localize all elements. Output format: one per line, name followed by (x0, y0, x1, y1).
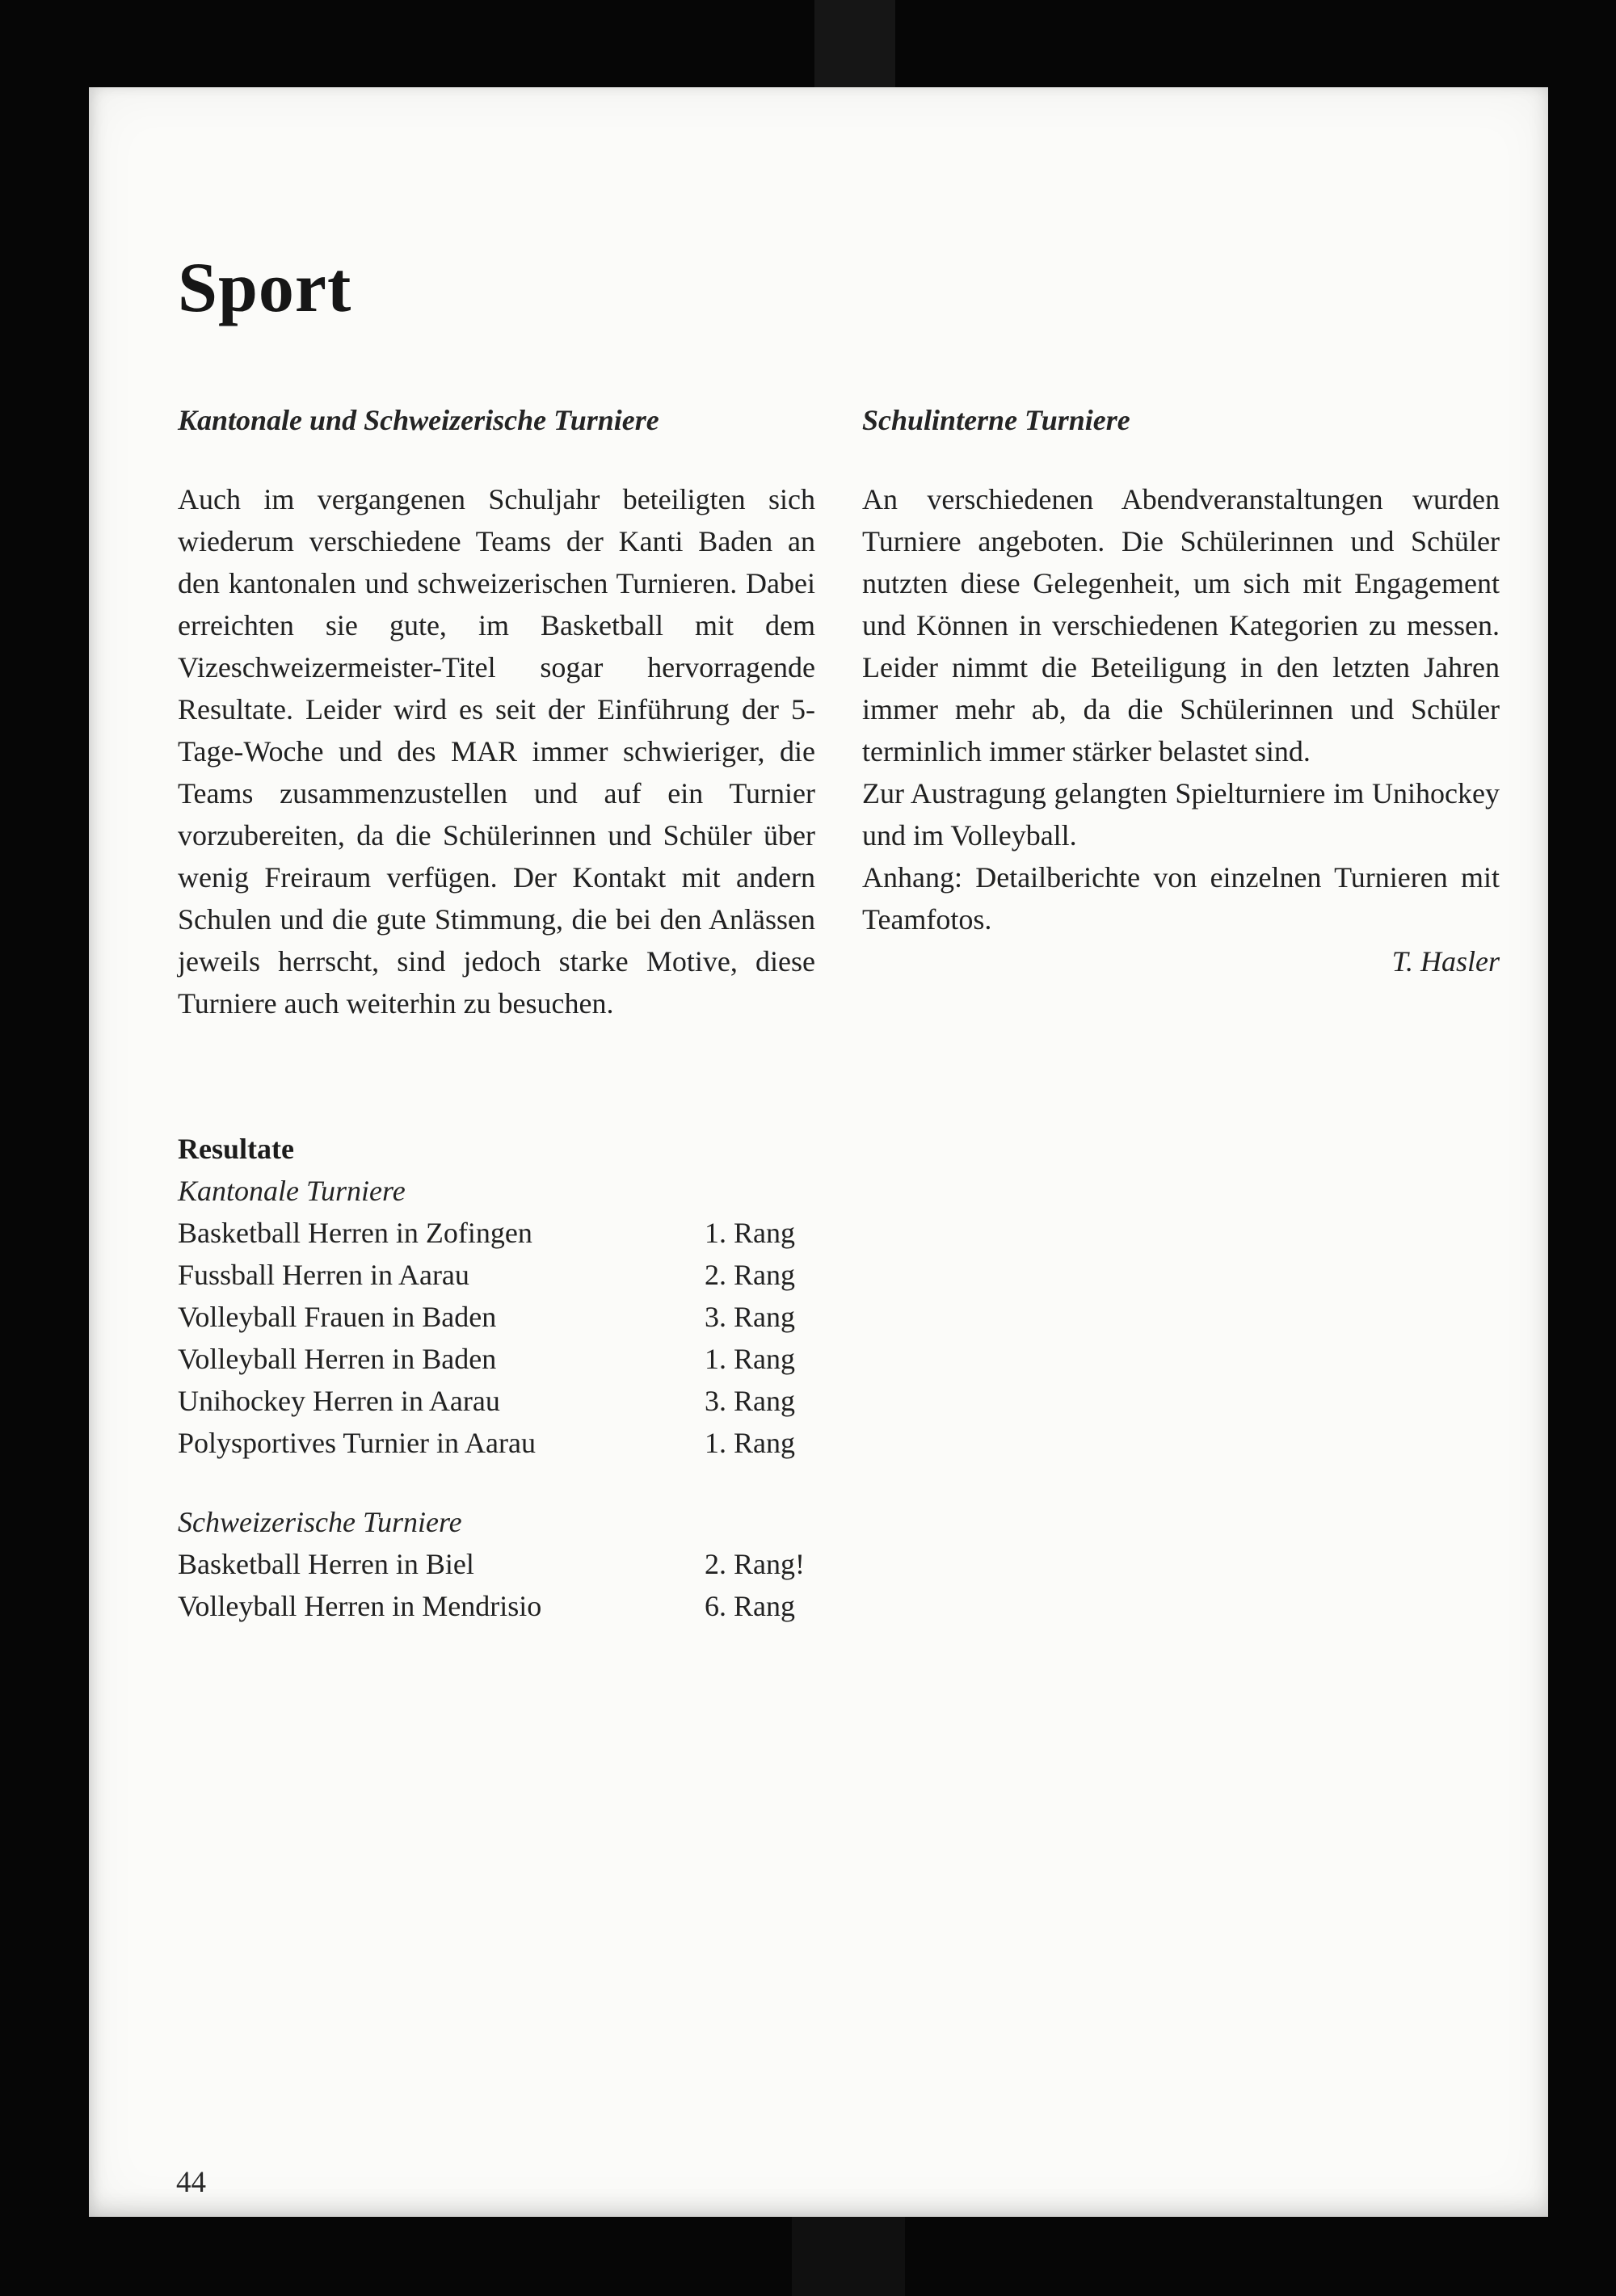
results-section-title-schweizerische: Schweizerische Turniere (178, 1506, 462, 1538)
left-column-paragraph: Auch im vergangenen Schuljahr beteiligten sich wiederum verschiedene Teams der Kanti Baden an den kantonalen und schweizerischen Turnieren. Dabei erreichten sie gute, im Basketball mit dem Vizeschweizermeister-Titel sogar hervorragende Resultate. Leider wird es seit der Einführung der 5-Tage-Woche und des MAR immer schwieriger, die Teams zusammenzustellen und auf ein Turnier vorzubereiten, da die Schülerinnen und Schüler über wenig Freiraum verfügen. Der Kontakt mit andern Schulen und die gute Stimmung, die bei den Anlässen jeweils herrscht, sind jedoch starke Motive, diese Turniere auch weiterhin zu besuchen. (178, 483, 815, 1020)
result-event: Unihockey Herren in Aarau (178, 1385, 500, 1417)
right-column-paragraph-1: An verschiedenen Abendveranstaltungen wurden Turniere angeboten. Die Schülerinnen und Schüler nutzten diese Gelegenheit, um sich mit Engagement und Können in verschiedenen Kategorien zu messen. Leider nimmt die Beteiligung in den letzten Jahren immer mehr ab, da die Schülerinnen und Schüler terminlich immer stärker belastet sind. (862, 483, 1500, 767)
result-event: Volleyball Herren in Baden (178, 1343, 497, 1375)
right-column-paragraph-2: Zur Austragung gelangten Spielturniere im Unihockey und im Volleyball. (862, 777, 1500, 852)
result-rank: 3. Rang (705, 1301, 795, 1333)
results-section-title-kantonale: Kantonale Turniere (178, 1175, 406, 1207)
result-event: Polysportives Turnier in Aarau (178, 1427, 537, 1459)
result-row (178, 1338, 865, 1380)
right-column-paragraph-3: Anhang: Detailberichte von einzelnen Turnieren mit Teamfotos. (862, 861, 1500, 936)
right-column (862, 399, 1500, 1024)
scan-artifact (814, 0, 895, 89)
result-event: Basketball Herren in Zofingen (178, 1217, 532, 1249)
result-rank: 6. Rang (705, 1590, 795, 1622)
result-rank: 1. Rang (705, 1427, 795, 1459)
page-number: 44 (176, 2166, 206, 2199)
page-title: Sport (178, 248, 352, 327)
result-rank: 2. Rang (705, 1259, 795, 1291)
results-heading: Resultate (178, 1133, 294, 1165)
result-rank: 1. Rang (705, 1217, 795, 1249)
results-section (178, 1128, 865, 1627)
result-rank: 3. Rang (705, 1385, 795, 1417)
result-event: Basketball Herren in Biel (178, 1548, 474, 1580)
right-column-heading: Schulinterne Turniere (862, 404, 1130, 436)
result-event: Volleyball Frauen in Baden (178, 1301, 497, 1333)
result-row (178, 1585, 865, 1627)
scan-artifact (792, 2217, 905, 2296)
document-page (89, 87, 1548, 2217)
left-column (178, 399, 815, 1024)
author-signature: T. Hasler (1391, 945, 1500, 978)
result-row (178, 1212, 865, 1254)
result-row (178, 1422, 865, 1464)
result-rank: 1. Rang (705, 1343, 795, 1375)
left-column-heading: Kantonale und Schweizerische Turniere (178, 404, 659, 436)
result-rank: 2. Rang! (705, 1548, 805, 1580)
result-event: Fussball Herren in Aarau (178, 1259, 469, 1291)
result-row (178, 1543, 865, 1585)
two-column-layout (178, 399, 1500, 1024)
result-row (178, 1254, 865, 1296)
result-row (178, 1296, 865, 1338)
result-event: Volleyball Herren in Mendrisio (178, 1590, 542, 1622)
result-row (178, 1380, 865, 1422)
